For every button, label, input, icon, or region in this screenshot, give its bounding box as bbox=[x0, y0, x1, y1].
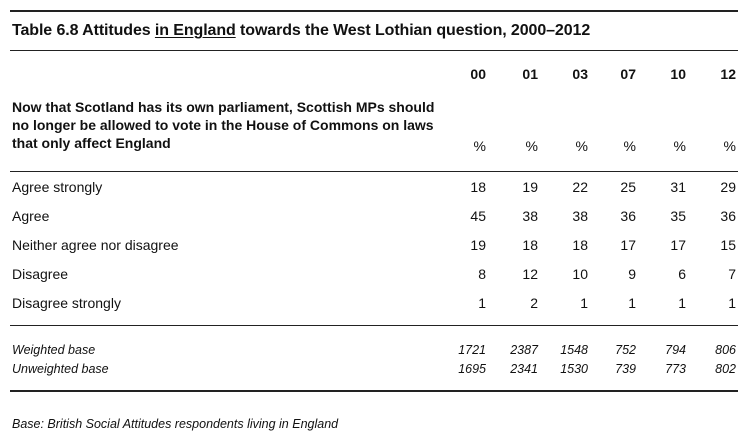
percent-sign: % bbox=[525, 138, 538, 154]
title-suffix: towards the West Lothian question, 2000–2012 bbox=[235, 22, 591, 39]
base-cell: 2341 bbox=[510, 362, 538, 376]
table-cell: 38 bbox=[572, 208, 588, 224]
table-cell: 31 bbox=[670, 179, 686, 195]
row-label: Disagree bbox=[12, 266, 69, 282]
question-text: Now that Scotland has its own parliament, Scottish MPs should no longer be allowed to vote in the House of Commons on laws that only affect England bbox=[12, 99, 435, 151]
percent-sign: % bbox=[673, 138, 686, 154]
table-cell: 18 bbox=[572, 237, 588, 253]
table-cell: 10 bbox=[572, 266, 588, 282]
percent-sign: % bbox=[623, 138, 636, 154]
table-cell: 38 bbox=[522, 208, 538, 224]
table-cell: 18 bbox=[522, 237, 538, 253]
table-cell: 1 bbox=[580, 295, 588, 311]
base-cell: 2387 bbox=[510, 343, 538, 357]
title-underlined: in England bbox=[154, 22, 236, 39]
base-cell: 802 bbox=[715, 362, 736, 376]
table-cell: 9 bbox=[628, 266, 636, 282]
table-cell: 19 bbox=[522, 179, 538, 195]
column-header: 01 bbox=[522, 66, 538, 82]
table-cell: 22 bbox=[572, 179, 588, 195]
column-header: 07 bbox=[620, 66, 636, 82]
base-cell: 1721 bbox=[458, 343, 486, 357]
table-cell: 36 bbox=[620, 208, 636, 224]
table-cell: 17 bbox=[670, 237, 686, 253]
table-title bbox=[12, 22, 590, 40]
row-label: Agree strongly bbox=[12, 179, 103, 195]
column-header: 03 bbox=[572, 66, 588, 82]
base-cell: 1530 bbox=[560, 362, 588, 376]
table-cell: 18 bbox=[470, 179, 486, 195]
column-header: 00 bbox=[470, 66, 486, 82]
base-cell: 739 bbox=[615, 362, 636, 376]
row-label: Agree bbox=[12, 208, 50, 224]
base-footnote: Base: British Social Attitudes respondents living in England bbox=[12, 417, 339, 431]
base-cell: 773 bbox=[665, 362, 686, 376]
table-cell: 8 bbox=[478, 266, 486, 282]
column-header: 12 bbox=[720, 66, 736, 82]
row-label: Neither agree nor disagree bbox=[12, 237, 179, 253]
row-label: Disagree strongly bbox=[12, 295, 121, 311]
table-cell: 29 bbox=[720, 179, 736, 195]
column-header: 10 bbox=[670, 66, 686, 82]
table-cell: 19 bbox=[470, 237, 486, 253]
title-prefix: Table 6.8 Attitudes bbox=[12, 22, 155, 39]
table-cell: 36 bbox=[720, 208, 736, 224]
table-cell: 45 bbox=[470, 208, 486, 224]
base-label: Weighted base bbox=[12, 343, 96, 357]
percent-sign: % bbox=[575, 138, 588, 154]
base-cell: 794 bbox=[665, 343, 686, 357]
title-rule bbox=[10, 50, 738, 51]
percent-sign: % bbox=[473, 138, 486, 154]
base-cell: 1548 bbox=[560, 343, 588, 357]
table-cell: 1 bbox=[628, 295, 636, 311]
table-cell: 7 bbox=[728, 266, 736, 282]
table-cell: 1 bbox=[728, 295, 736, 311]
table-cell: 17 bbox=[620, 237, 636, 253]
top-rule bbox=[10, 10, 738, 12]
base-cell: 752 bbox=[615, 343, 636, 357]
body-bottom-rule bbox=[10, 325, 738, 326]
table-cell: 35 bbox=[670, 208, 686, 224]
bottom-rule bbox=[10, 390, 738, 392]
table-cell: 25 bbox=[620, 179, 636, 195]
percent-sign: % bbox=[723, 138, 736, 154]
table-cell: 2 bbox=[530, 295, 538, 311]
table-cell: 6 bbox=[678, 266, 686, 282]
table-cell: 15 bbox=[720, 237, 736, 253]
table-cell: 1 bbox=[478, 295, 486, 311]
body-top-rule bbox=[10, 171, 738, 172]
base-cell: 1695 bbox=[458, 362, 486, 376]
table-cell: 12 bbox=[522, 266, 538, 282]
table-cell: 1 bbox=[678, 295, 686, 311]
base-cell: 806 bbox=[715, 343, 736, 357]
base-label: Unweighted base bbox=[12, 362, 109, 376]
